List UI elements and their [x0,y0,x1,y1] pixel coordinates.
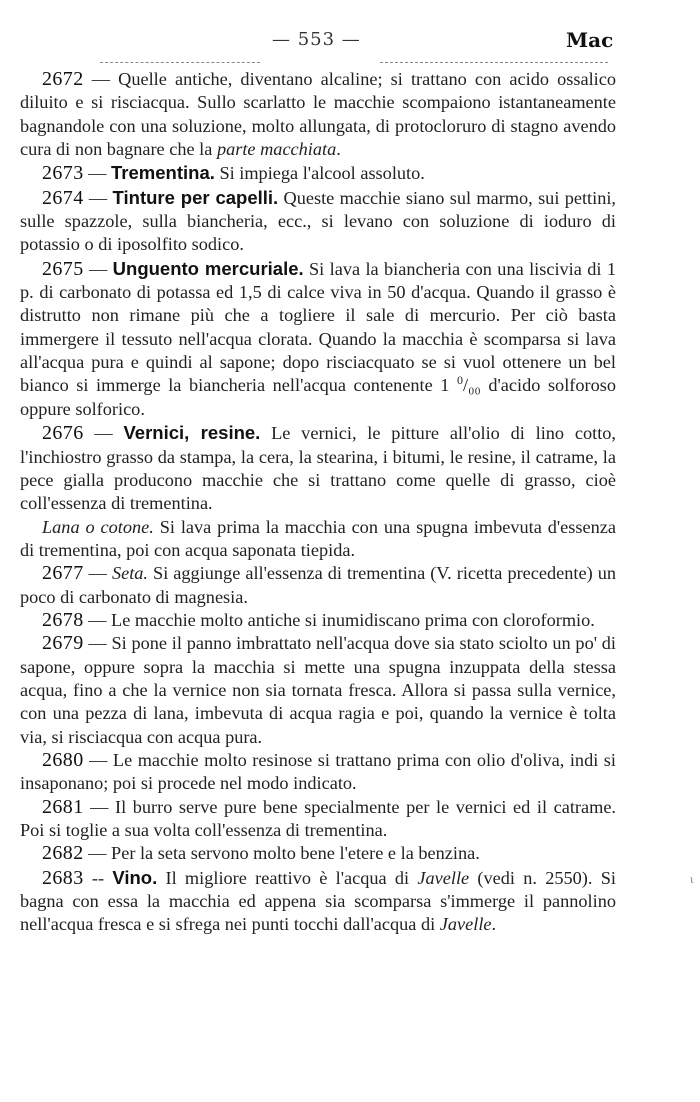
entry-2680: 2680 — Le macchie molto resinose si trattano prima con olio d'oliva, indi si insaponano; poi si procede nel modo indicato. [20,748,616,794]
entry-text: Queste macchie siano sul marmo, sui pettini, sulle spazzole, sulla biancheria, ecc., si levano con soluzione di ioduro di potassio o di iposolfito sodico. [20,187,617,255]
margin-mark: ι [690,875,694,886]
entry-text: Si lava prima la macchia con una spugna imbevuta d'essenza di trementina, poi con acqua saponata tiepida. [20,516,617,560]
entry-2679: 2679 — Si pone il panno imbrattato nell'acqua dove sia stato sciolto un po' di sapone, oppure sopra la macchia si mette una spugna inzuppata della stessa acqua, fino a che la vernice non sia tornata fresca. Allora si passa sulla vernice, con una pezza di lana, imbevuta di acqua ragia e poi, quando la vernice è tolta via, si risciacqua con acqua pura. [20,632,616,747]
page-body [20,68,616,937]
entry-number: 2681 [42,795,84,818]
entry-text: Il burro serve pure bene specialmente per le vernici ed il catrame. Poi si toglie a sua volta coll'essenza di trementina. [20,796,616,840]
per-mille-superscript: 0 [456,373,463,388]
page-header [0,26,700,56]
entry-number: 2680 [42,748,84,771]
entry-text: Quelle antiche, diventano alcaline; si trattano con acido ossalico diluito e si risciacqua. Sullo scarlatto le macchie scompaiono istantaneamente bagnandole con una soluzione, molto allungata, di protocloruro di stagno avendo cura di non bagnare che la [20,69,617,160]
subentry-heading: Lana o cotone. [42,516,154,537]
entry-text: Le macchie molto antiche si inumidiscano prima con cloroformio. [111,609,595,630]
entry-text: Le vernici, le pitture all'olio di lino cotto, l'inchiostro grasso da stampa, la cera, la stearina, i bitumi, le resine, il catrame, la pece gialla producono macchie che si trattano come quelle di grasso, cioè coll'essenza di trementina. [20,423,616,514]
entry-text: Si lava la biancheria con una liscivia di 1 p. di carbonato di potassa ed 1,5 di calce viva in 50 d'acqua. Quando il grasso è distrutto non rimane più che a togliere il sale di mercurio. Per ciò basta immergere il tessuto nell'acqua clorata. Quando la macchia è scomparsa si lava all'acqua pura e quindi al sapone; dopo risciacquato se si vuol ottenere un bel bianco si immerge la biancheria nell'acqua contenente 1 [20,258,616,396]
header-rule-left [100,62,260,63]
entry-text: Per la seta servono molto bene l'etere e la benzina. [111,843,480,864]
entry-2673: 2673 — Trementina. Si impiega l'alcool assoluto. [42,162,425,185]
entry-italic: Seta. [111,563,148,584]
entry-number: 2677 [42,562,84,585]
entry-2681: 2681 — Il burro serve pure bene specialmente per le vernici ed il catrame. Poi si toglie a sua volta coll'essenza di trementina. [20,795,616,840]
entry-title: Trementina. [111,162,215,184]
entry-number: 2674 [42,186,84,209]
entry-italic: Javelle [417,867,470,888]
entry-title: Vino. [112,866,158,888]
entry-text: Le macchie molto resinose si trattano prima con olio d'oliva, indi si insaponano; poi si procede nel modo indicato. [20,749,616,794]
entry-text: Si pone il panno imbrattato nell'acqua dove sia stato sciolto un po' di sapone, oppure sopra la macchia si mette una spugna inzuppata della stessa acqua, fino a che la vernice non sia tornata fresca. Allora si passa sulla vernice, con una pezza di lana, imbevuta di acqua ragia e poi, quando la vernice è tolta via, si risciacqua con acqua pura. [20,633,616,747]
entry-italic: parte macchiata [216,139,337,160]
header-rule-right [380,62,608,63]
entry-number: 2683 [42,866,84,889]
entry-text: Si impiega l'alcool assoluto. [214,163,425,184]
entry-number: 2673 [42,162,84,185]
page-number: — 553 — [272,29,361,50]
entry-2674: 2674 — Tinture per capelli. Queste macchie siano sul marmo, sui pettini, sulle spazzole, sulla biancheria, ecc., si levano con soluzione di ioduro di potassio o di iposolfito sodico. [20,186,617,255]
entry-number: 2676 [42,422,84,445]
entry-2672: 2672 — Quelle antiche, diventano alcaline; si trattano con acido ossalico diluito e si risciacqua. Sullo scarlatto le macchie scompaiono istantaneamente bagnandole con una soluzione, molto allungata, di protocloruro di stagno avendo cura di non bagnare che la parte macchiata. [20,68,617,160]
entry-2678: 2678 — Le macchie molto antiche si inumidiscano prima con cloroformio. [42,608,595,631]
entry-2675: 2675 — Unguento mercuriale. Si lava la biancheria con una liscivia di 1 p. di carbonato di potassa ed 1,5 di calce viva in 50 d'acqua. Quando il grasso è distrutto non rimane più che a togliere il sale di mercurio. Per ciò basta immergere il tessuto nell'acqua clorata. Quando la macchia è scomparsa si lava all'acqua pura e quindi al sapone; dopo risciacquato se si vuol ottenere un bel bianco si immerge la biancheria nell'acqua contenente 1 $^0$/₀₀ d'acido solforoso oppure solforico. [20,257,616,419]
entry-text: Il migliore reattivo è l'acqua di [157,867,418,888]
subentry-lana-cotone [20,516,616,563]
entry-2683: 2683 -- Vino. Il migliore reattivo è l'acqua di Javelle (vedi n. 2550). Si bagna con essa la macchia ed appena sia scomparsa s'immerge il pannolino nell'acqua fresca e si sfrega nei punti tocchi dall'acqua di Javelle. [20,866,616,935]
entry-title: Unguento mercuriale. [112,257,304,279]
entry-number: 2675 [42,257,84,280]
entry-2682: 2682 — Per la seta servono molto bene l'etere e la benzina. [42,842,480,865]
entry-number: 2682 [42,842,84,865]
entry-number: 2678 [42,608,84,631]
entry-title: Tinture per capelli. [112,186,279,208]
entry-2677: 2677 — Seta. Si aggiunge all'essenza di trementina (V. ricetta precedente) un poco di carbonato di magnesia. [20,562,616,607]
entry-number: 2679 [42,632,84,655]
entry-2676: 2676 — Vernici, resine. Le vernici, le pitture all'olio di lino cotto, l'inchiostro grasso da stampa, la cera, la stearina, i bitumi, le resine, il catrame, la pece gialla producono macchie che si trattano come quelle di grasso, cioè coll'essenza di trementina. [20,422,616,514]
entry-text: Si aggiunge all'essenza di trementina (V. ricetta precedente) un poco di carbonato di magnesia. [20,563,616,607]
running-section-title: Mac [566,28,614,52]
entry-title: Vernici, resine. [123,422,261,444]
entry-italic: Javelle [439,914,492,935]
entry-number: 2672 [42,68,84,90]
